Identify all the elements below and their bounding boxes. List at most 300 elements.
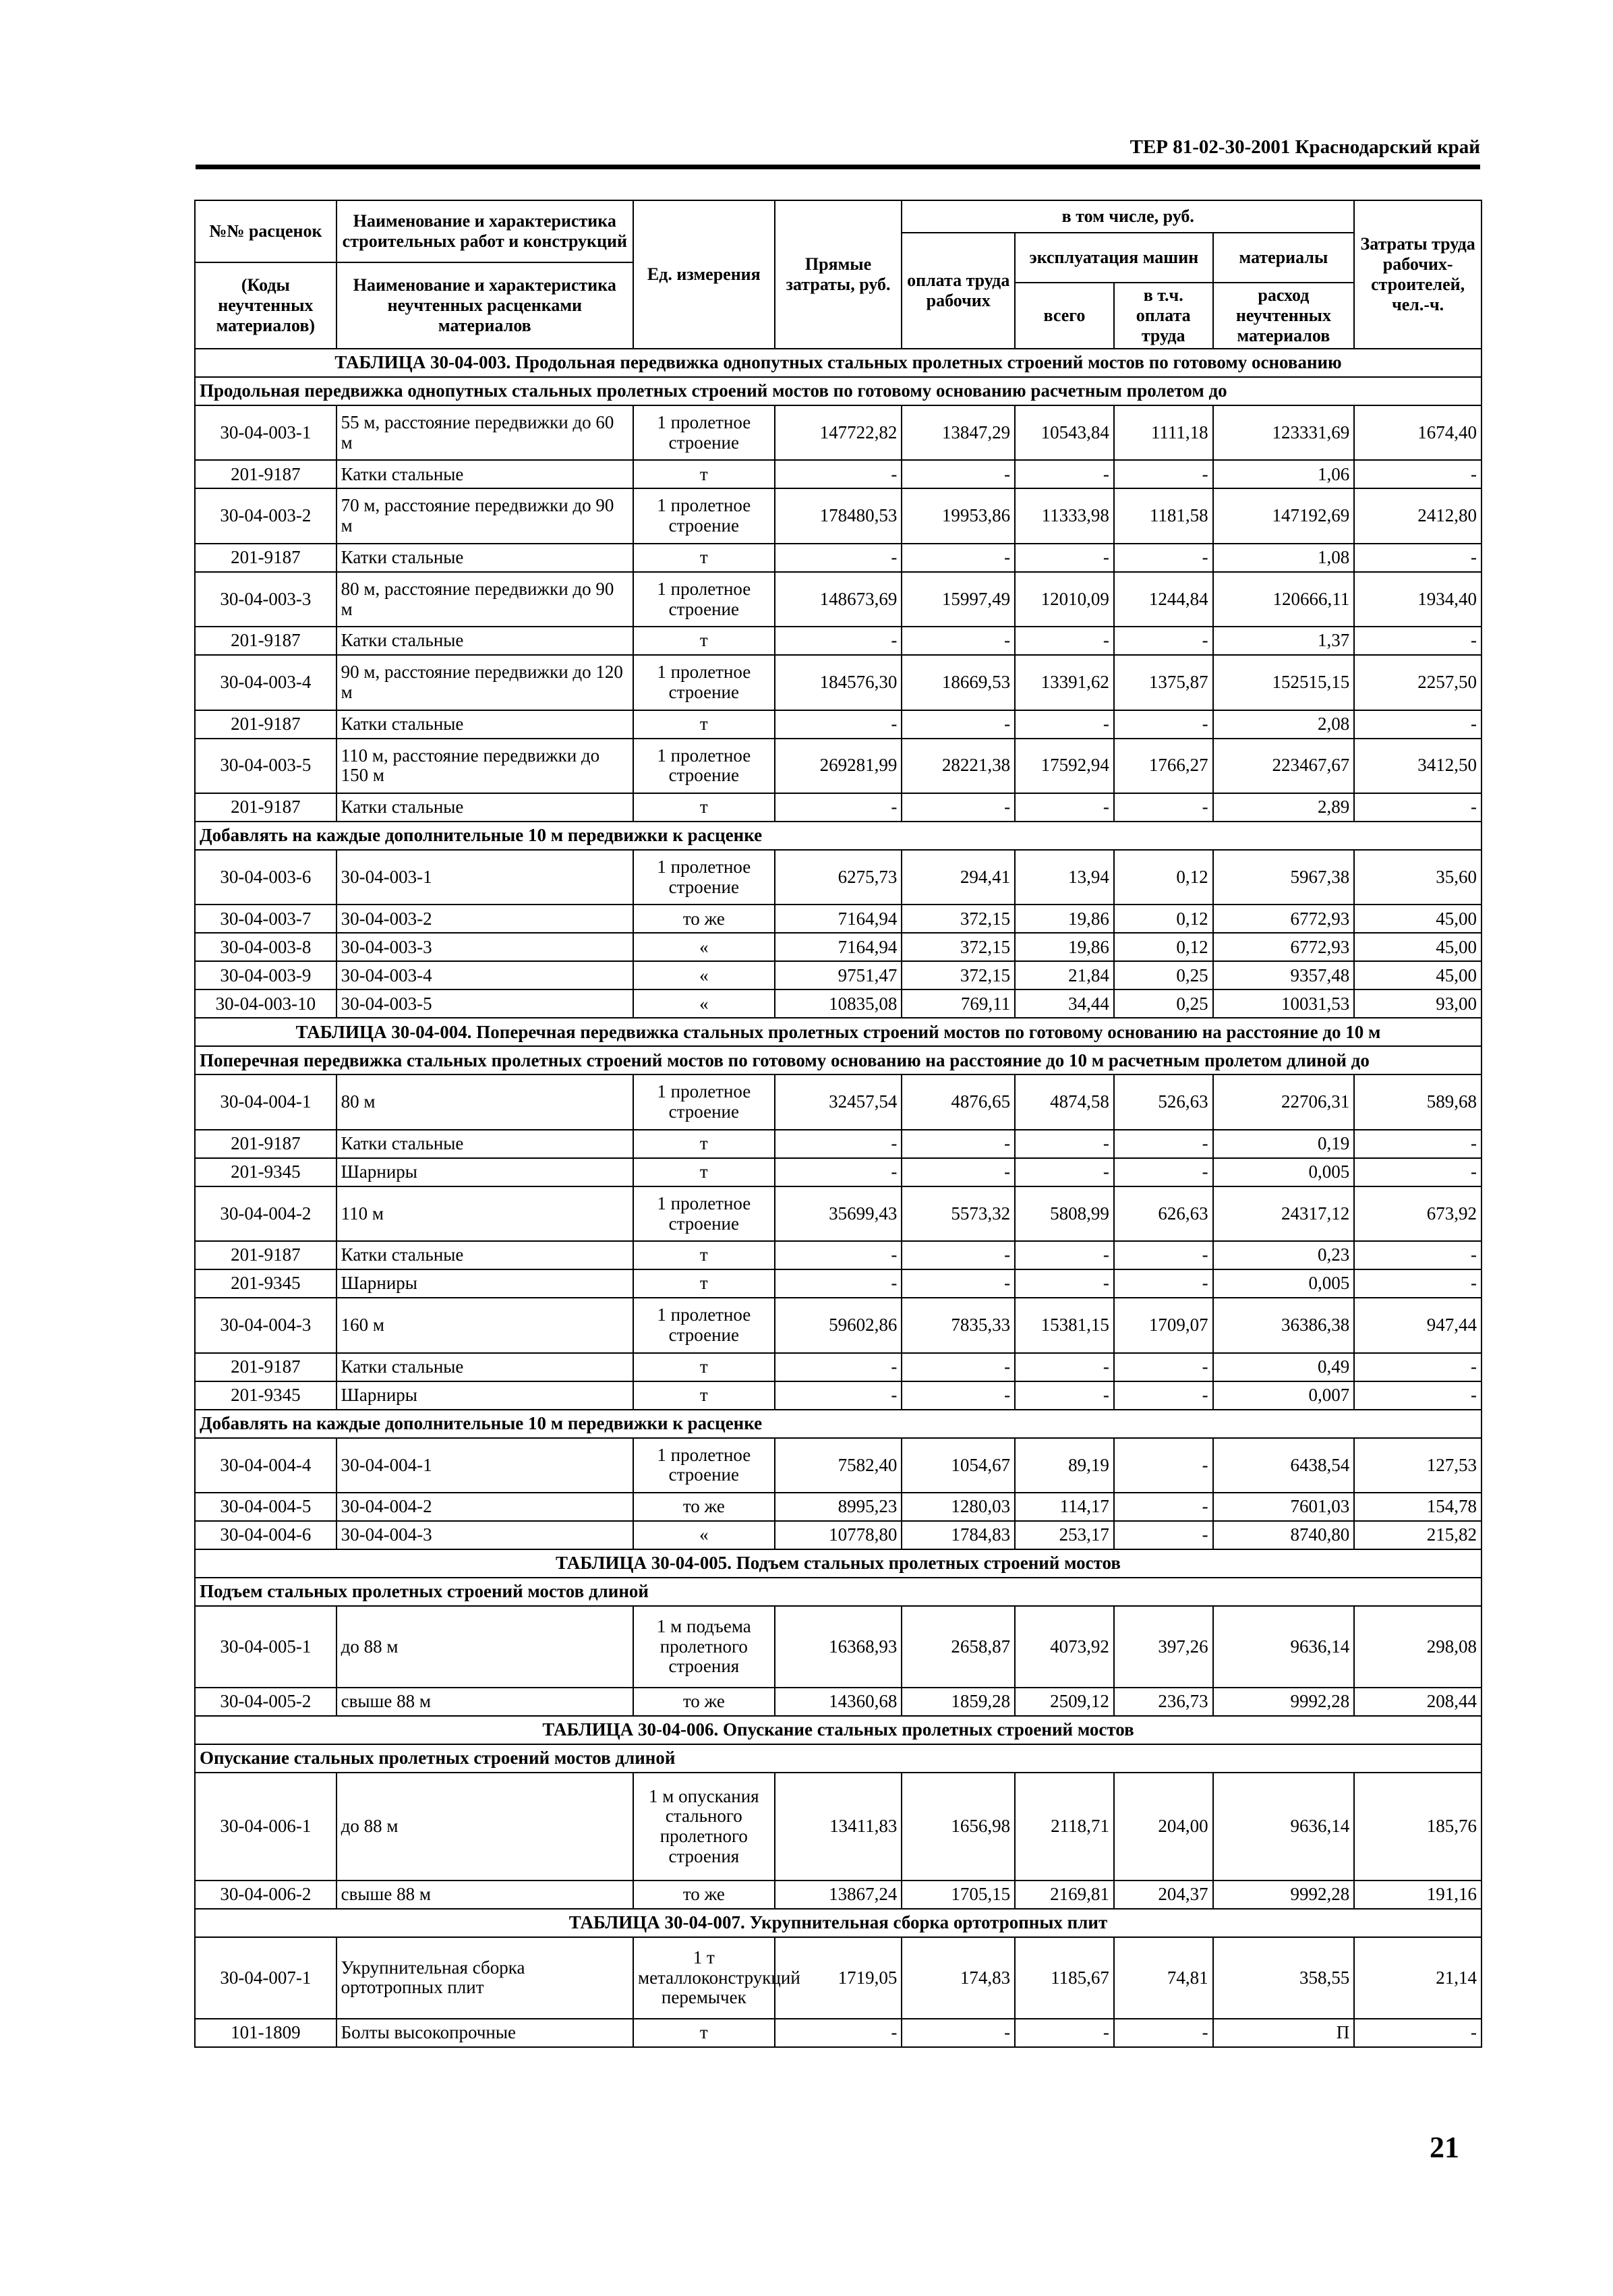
cell-wages: -	[902, 1381, 1015, 1410]
cell-machines-total: -	[1015, 1381, 1114, 1410]
cell-code: 30-04-006-1	[195, 1773, 336, 1881]
cell-name: 30-04-004-3	[336, 1521, 633, 1549]
col-incl: в том числе, руб.	[902, 200, 1354, 233]
cell-unit: то же	[633, 1688, 775, 1716]
cell-wages: -	[902, 1241, 1015, 1269]
cell-name: 70 м, расстояние передвижки до 90 м	[336, 488, 633, 543]
cell-direct-cost: -	[775, 627, 902, 655]
table-section-title	[195, 1716, 1482, 1744]
cell-wages: 1859,28	[902, 1688, 1015, 1716]
cell-code: 30-04-003-10	[195, 989, 336, 1018]
cell-name: свыше 88 м	[336, 1881, 633, 1909]
cell-labor: 2412,80	[1354, 488, 1482, 543]
cell-code: 30-04-003-7	[195, 905, 336, 933]
cell-labor: -	[1354, 1241, 1482, 1269]
cell-materials: 1,06	[1213, 460, 1355, 488]
cell-name: Шарниры	[336, 1381, 633, 1410]
cell-labor: 93,00	[1354, 989, 1482, 1018]
cell-code: 201-9345	[195, 1381, 336, 1410]
cell-labor: 127,53	[1354, 1438, 1482, 1493]
cell-machines-wages: -	[1114, 460, 1213, 488]
cell-direct-cost: 16368,93	[775, 1606, 902, 1688]
cell-direct-cost: 13411,83	[775, 1773, 902, 1881]
cell-machines-total: 2169,81	[1015, 1881, 1114, 1909]
cell-labor: 673,92	[1354, 1186, 1482, 1241]
cell-code: 201-9187	[195, 1353, 336, 1381]
cell-labor: -	[1354, 544, 1482, 572]
section-title: ТАБЛИЦА 30-04-006. Опускание стальных пролетных строений мостов	[195, 1716, 1482, 1744]
cell-name: Катки стальные	[336, 793, 633, 822]
cell-name: 110 м	[336, 1186, 633, 1241]
table-head	[195, 200, 1482, 349]
cell-unit: 1 пролетное строение	[633, 405, 775, 460]
cell-machines-total: 12010,09	[1015, 572, 1114, 627]
cell-direct-cost: -	[775, 1130, 902, 1158]
cell-code: 30-04-004-6	[195, 1521, 336, 1549]
cell-labor: 2257,50	[1354, 655, 1482, 710]
cell-materials: 1,08	[1213, 544, 1355, 572]
table-row	[195, 1881, 1482, 1909]
cell-wages: -	[902, 2019, 1015, 2047]
cell-name: Катки стальные	[336, 1353, 633, 1381]
col-code-2: (Коды неучтенных материалов)	[195, 262, 336, 349]
cell-machines-wages: -	[1114, 1130, 1213, 1158]
cell-direct-cost: 10835,08	[775, 989, 902, 1018]
cell-direct-cost: -	[775, 710, 902, 739]
col-name-2: Наименование и характеристика неучтенных расценками материалов	[336, 262, 633, 349]
cell-direct-cost: 147722,82	[775, 405, 902, 460]
cell-labor: 1934,40	[1354, 572, 1482, 627]
cell-unit: т	[633, 544, 775, 572]
cell-name: 80 м	[336, 1074, 633, 1129]
cell-labor: 215,82	[1354, 1521, 1482, 1549]
cell-materials: 0,49	[1213, 1353, 1355, 1381]
table-row	[195, 1937, 1482, 2019]
cell-machines-wages: -	[1114, 1158, 1213, 1186]
cell-unit: 1 м подъема пролетного строения	[633, 1606, 775, 1688]
cell-code: 201-9187	[195, 627, 336, 655]
cell-unit: «	[633, 989, 775, 1018]
cell-direct-cost: 1719,05	[775, 1937, 902, 2019]
cell-name: 30-04-003-1	[336, 850, 633, 905]
cell-unit: то же	[633, 905, 775, 933]
cell-direct-cost: 8995,23	[775, 1493, 902, 1521]
cell-unit: т	[633, 2019, 775, 2047]
cell-name: Шарниры	[336, 1269, 633, 1298]
cell-labor: 947,44	[1354, 1298, 1482, 1352]
table-subheading	[195, 1744, 1482, 1773]
cell-machines-wages: 1375,87	[1114, 655, 1213, 710]
cell-materials: 9992,28	[1213, 1688, 1355, 1716]
cell-unit: то же	[633, 1493, 775, 1521]
cell-materials: 5967,38	[1213, 850, 1355, 905]
table-row	[195, 1381, 1482, 1410]
section-title: ТАБЛИЦА 30-04-003. Продольная передвижка однопутных стальных пролетных строений мостов по готовому основанию	[195, 349, 1482, 377]
cell-labor: -	[1354, 793, 1482, 822]
cell-wages: 18669,53	[902, 655, 1015, 710]
cell-machines-wages: 0,25	[1114, 989, 1213, 1018]
col-mat-extra: расход неучтенных материалов	[1213, 283, 1355, 349]
cell-machines-total: 4073,92	[1015, 1606, 1114, 1688]
table-row	[195, 1773, 1482, 1881]
section-title: ТАБЛИЦА 30-04-007. Укрупнительная сборка ортотропных плит	[195, 1909, 1482, 1937]
cell-machines-total: 10543,84	[1015, 405, 1114, 460]
cell-materials: 6772,93	[1213, 933, 1355, 961]
cell-unit: «	[633, 961, 775, 989]
col-labor: Затраты труда рабочих-строителей, чел.-ч.	[1354, 200, 1482, 349]
cell-direct-cost: -	[775, 1353, 902, 1381]
table-row	[195, 1269, 1482, 1298]
cell-machines-wages: -	[1114, 1353, 1213, 1381]
cell-code: 30-04-005-1	[195, 1606, 336, 1688]
cell-machines-wages: 236,73	[1114, 1688, 1213, 1716]
table-row	[195, 1074, 1482, 1129]
cell-name: 30-04-003-2	[336, 905, 633, 933]
table-row	[195, 1298, 1482, 1352]
cell-wages: 13847,29	[902, 405, 1015, 460]
table-row	[195, 1186, 1482, 1241]
table-row	[195, 739, 1482, 793]
col-mach-total: всего	[1015, 283, 1114, 349]
table-row	[195, 961, 1482, 989]
cell-name: 30-04-003-5	[336, 989, 633, 1018]
cell-code: 201-9345	[195, 1158, 336, 1186]
cell-machines-wages: 0,12	[1114, 850, 1213, 905]
cell-machines-total: -	[1015, 1269, 1114, 1298]
cell-direct-cost: -	[775, 1158, 902, 1186]
cell-wages: 19953,86	[902, 488, 1015, 543]
cell-name: Катки стальные	[336, 710, 633, 739]
cell-direct-cost: 7164,94	[775, 933, 902, 961]
cell-materials: 36386,38	[1213, 1298, 1355, 1352]
cell-unit: 1 пролетное строение	[633, 1186, 775, 1241]
cell-wages: 28221,38	[902, 739, 1015, 793]
cell-unit: т	[633, 1269, 775, 1298]
subheading-text: Добавлять на каждые дополнительные 10 м передвижки к расценке	[195, 822, 1482, 850]
table-row	[195, 405, 1482, 460]
cell-code: 30-04-005-2	[195, 1688, 336, 1716]
col-code: №№ расценок	[195, 200, 336, 262]
table-row	[195, 544, 1482, 572]
cell-name: 90 м, расстояние передвижки до 120 м	[336, 655, 633, 710]
table-subheading	[195, 1046, 1482, 1074]
cell-machines-wages: 397,26	[1114, 1606, 1213, 1688]
cell-wages: 372,15	[902, 961, 1015, 989]
cell-code: 201-9187	[195, 710, 336, 739]
cell-unit: 1 т металлоконструкций перемычек	[633, 1937, 775, 2019]
cell-materials: 9992,28	[1213, 1881, 1355, 1909]
cell-unit: т	[633, 1241, 775, 1269]
cell-code: 30-04-003-4	[195, 655, 336, 710]
cell-machines-total: -	[1015, 1158, 1114, 1186]
cell-wages: 1054,67	[902, 1438, 1015, 1493]
cell-labor: -	[1354, 460, 1482, 488]
cell-code: 30-04-004-4	[195, 1438, 336, 1493]
cell-machines-wages: 0,12	[1114, 905, 1213, 933]
table-row	[195, 793, 1482, 822]
col-wages: оплата труда рабочих	[902, 233, 1015, 349]
page-number: 21	[1430, 2131, 1459, 2164]
cell-machines-total: -	[1015, 460, 1114, 488]
cell-unit: т	[633, 1158, 775, 1186]
table-row	[195, 933, 1482, 961]
col-name: Наименование и характеристика строительных работ и конструкций	[336, 200, 633, 262]
cell-direct-cost: 6275,73	[775, 850, 902, 905]
cell-labor: 589,68	[1354, 1074, 1482, 1129]
cell-materials: 120666,11	[1213, 572, 1355, 627]
cell-labor: 45,00	[1354, 933, 1482, 961]
cell-code: 201-9187	[195, 1241, 336, 1269]
cell-wages: 1656,98	[902, 1773, 1015, 1881]
cell-machines-total: -	[1015, 544, 1114, 572]
cell-unit: т	[633, 627, 775, 655]
cell-labor: 208,44	[1354, 1688, 1482, 1716]
cell-machines-total: -	[1015, 627, 1114, 655]
cell-machines-wages: 0,25	[1114, 961, 1213, 989]
cell-materials: 1,37	[1213, 627, 1355, 655]
cell-code: 30-04-006-2	[195, 1881, 336, 1909]
cell-labor: -	[1354, 710, 1482, 739]
table-row	[195, 989, 1482, 1018]
cell-name: Укрупнительная сборка ортотропных плит	[336, 1937, 633, 2019]
cell-machines-total: 253,17	[1015, 1521, 1114, 1549]
table-row	[195, 655, 1482, 710]
cell-materials: 358,55	[1213, 1937, 1355, 2019]
cell-unit: т	[633, 1381, 775, 1410]
table-body	[195, 349, 1482, 2047]
cell-direct-cost: -	[775, 1381, 902, 1410]
cell-direct-cost: 7582,40	[775, 1438, 902, 1493]
cell-wages: 4876,65	[902, 1074, 1015, 1129]
table-row	[195, 1521, 1482, 1549]
cell-direct-cost: -	[775, 460, 902, 488]
table-row	[195, 1493, 1482, 1521]
cell-machines-wages: 204,00	[1114, 1773, 1213, 1881]
cell-machines-total: -	[1015, 1241, 1114, 1269]
cell-direct-cost: 148673,69	[775, 572, 902, 627]
cell-wages: 769,11	[902, 989, 1015, 1018]
cell-name: Катки стальные	[336, 1130, 633, 1158]
cell-code: 201-9187	[195, 1130, 336, 1158]
cell-materials: 147192,69	[1213, 488, 1355, 543]
cell-machines-total: 2509,12	[1015, 1688, 1114, 1716]
cell-code: 30-04-003-5	[195, 739, 336, 793]
cell-name: до 88 м	[336, 1606, 633, 1688]
rates-table-container	[194, 200, 1482, 2048]
cell-machines-total: -	[1015, 2019, 1114, 2047]
cell-machines-wages: -	[1114, 1493, 1213, 1521]
cell-materials: 0,23	[1213, 1241, 1355, 1269]
cell-materials: 10031,53	[1213, 989, 1355, 1018]
cell-wages: 174,83	[902, 1937, 1015, 2019]
cell-labor: -	[1354, 1381, 1482, 1410]
cell-code: 101-1809	[195, 2019, 336, 2047]
table-row	[195, 1158, 1482, 1186]
cell-machines-wages: -	[1114, 1241, 1213, 1269]
subheading-text: Опускание стальных пролетных строений мостов длиной	[195, 1744, 1482, 1773]
cell-wages: -	[902, 1353, 1015, 1381]
cell-code: 30-04-003-8	[195, 933, 336, 961]
cell-machines-wages: 1709,07	[1114, 1298, 1213, 1352]
cell-materials: 0,005	[1213, 1269, 1355, 1298]
cell-machines-wages: 1766,27	[1114, 739, 1213, 793]
cell-wages: 5573,32	[902, 1186, 1015, 1241]
cell-unit: то же	[633, 1881, 775, 1909]
cell-wages: -	[902, 1158, 1015, 1186]
rates-table	[194, 200, 1482, 2048]
cell-wages: -	[902, 793, 1015, 822]
cell-labor: 21,14	[1354, 1937, 1482, 2019]
cell-wages: 294,41	[902, 850, 1015, 905]
cell-direct-cost: 59602,86	[775, 1298, 902, 1352]
cell-machines-total: 89,19	[1015, 1438, 1114, 1493]
col-direct: Прямые затраты, руб.	[775, 200, 902, 349]
cell-materials: 6772,93	[1213, 905, 1355, 933]
cell-machines-total: -	[1015, 1353, 1114, 1381]
cell-machines-total: 13391,62	[1015, 655, 1114, 710]
cell-machines-total: 4874,58	[1015, 1074, 1114, 1129]
table-row	[195, 1606, 1482, 1688]
cell-code: 201-9187	[195, 544, 336, 572]
cell-machines-wages: -	[1114, 710, 1213, 739]
cell-labor: 298,08	[1354, 1606, 1482, 1688]
cell-machines-wages: 0,12	[1114, 933, 1213, 961]
cell-labor: 185,76	[1354, 1773, 1482, 1881]
cell-materials: 6438,54	[1213, 1438, 1355, 1493]
cell-wages: 1705,15	[902, 1881, 1015, 1909]
cell-machines-total: 114,17	[1015, 1493, 1114, 1521]
cell-direct-cost: 35699,43	[775, 1186, 902, 1241]
cell-code: 30-04-004-2	[195, 1186, 336, 1241]
cell-labor: -	[1354, 1353, 1482, 1381]
cell-direct-cost: 9751,47	[775, 961, 902, 989]
cell-unit: 1 пролетное строение	[633, 1438, 775, 1493]
cell-machines-wages: -	[1114, 1438, 1213, 1493]
cell-labor: 154,78	[1354, 1493, 1482, 1521]
col-unit: Ед. измерения	[633, 200, 775, 349]
running-header: ТЕР 81-02-30-2001 Краснодарский край	[1130, 136, 1480, 158]
cell-machines-wages: -	[1114, 1381, 1213, 1410]
cell-labor: -	[1354, 1269, 1482, 1298]
cell-unit: 1 пролетное строение	[633, 1298, 775, 1352]
cell-unit: т	[633, 710, 775, 739]
cell-wages: -	[902, 1269, 1015, 1298]
cell-materials: 152515,15	[1213, 655, 1355, 710]
cell-unit: 1 пролетное строение	[633, 850, 775, 905]
cell-machines-total: -	[1015, 793, 1114, 822]
cell-unit: 1 пролетное строение	[633, 655, 775, 710]
cell-wages: 372,15	[902, 905, 1015, 933]
cell-unit: 1 пролетное строение	[633, 739, 775, 793]
cell-code: 30-04-004-1	[195, 1074, 336, 1129]
cell-code: 30-04-004-3	[195, 1298, 336, 1352]
cell-name: 160 м	[336, 1298, 633, 1352]
cell-code: 30-04-003-1	[195, 405, 336, 460]
cell-wages: 2658,87	[902, 1606, 1015, 1688]
table-section-title	[195, 1909, 1482, 1937]
cell-machines-wages: -	[1114, 544, 1213, 572]
cell-code: 30-04-003-6	[195, 850, 336, 905]
cell-machines-wages: 626,63	[1114, 1186, 1213, 1241]
table-subheading	[195, 1410, 1482, 1438]
table-section-title	[195, 349, 1482, 377]
table-section-title	[195, 1549, 1482, 1578]
cell-machines-total: -	[1015, 710, 1114, 739]
col-mat: материалы	[1213, 233, 1355, 283]
cell-unit: 1 пролетное строение	[633, 572, 775, 627]
cell-name: Катки стальные	[336, 1241, 633, 1269]
cell-labor: 45,00	[1354, 961, 1482, 989]
cell-materials: 9636,14	[1213, 1606, 1355, 1688]
cell-machines-wages: -	[1114, 1521, 1213, 1549]
cell-machines-total: 13,94	[1015, 850, 1114, 905]
cell-direct-cost: 13867,24	[775, 1881, 902, 1909]
table-row	[195, 1688, 1482, 1716]
table-row	[195, 1130, 1482, 1158]
cell-materials: 123331,69	[1213, 405, 1355, 460]
cell-unit: т	[633, 793, 775, 822]
subheading-text: Добавлять на каждые дополнительные 10 м передвижки к расценке	[195, 1410, 1482, 1438]
cell-labor: 191,16	[1354, 1881, 1482, 1909]
cell-unit: т	[633, 1130, 775, 1158]
cell-wages: 7835,33	[902, 1298, 1015, 1352]
cell-materials: 2,89	[1213, 793, 1355, 822]
cell-direct-cost: 10778,80	[775, 1521, 902, 1549]
cell-machines-wages: 1111,18	[1114, 405, 1213, 460]
cell-direct-cost: 269281,99	[775, 739, 902, 793]
cell-machines-wages: -	[1114, 1269, 1213, 1298]
cell-materials: 7601,03	[1213, 1493, 1355, 1521]
cell-materials: 0,19	[1213, 1130, 1355, 1158]
cell-materials: 0,005	[1213, 1158, 1355, 1186]
cell-name: 30-04-003-4	[336, 961, 633, 989]
subheading-text: Продольная передвижка однопутных стальных пролетных строений мостов по готовому основанию расчетным пролетом до	[195, 377, 1482, 405]
cell-name: 30-04-004-2	[336, 1493, 633, 1521]
cell-labor: -	[1354, 1158, 1482, 1186]
table-row	[195, 1438, 1482, 1493]
cell-labor: 45,00	[1354, 905, 1482, 933]
cell-direct-cost: 184576,30	[775, 655, 902, 710]
cell-machines-total: 17592,94	[1015, 739, 1114, 793]
cell-machines-wages: 1181,58	[1114, 488, 1213, 543]
cell-wages: 1280,03	[902, 1493, 1015, 1521]
cell-name: Болты высокопрочные	[336, 2019, 633, 2047]
cell-unit: т	[633, 1353, 775, 1381]
cell-wages: -	[902, 710, 1015, 739]
col-mach-wages: в т.ч. оплата труда	[1114, 283, 1213, 349]
table-section-title	[195, 1018, 1482, 1046]
cell-materials: 9357,48	[1213, 961, 1355, 989]
subheading-text: Подъем стальных пролетных строений мостов длиной	[195, 1578, 1482, 1606]
cell-unit: 1 пролетное строение	[633, 488, 775, 543]
cell-labor: -	[1354, 1130, 1482, 1158]
table-subheading	[195, 1578, 1482, 1606]
cell-machines-wages: -	[1114, 2019, 1213, 2047]
cell-machines-wages: -	[1114, 627, 1213, 655]
table-row	[195, 2019, 1482, 2047]
cell-materials: 24317,12	[1213, 1186, 1355, 1241]
cell-code: 30-04-003-9	[195, 961, 336, 989]
cell-machines-total: 34,44	[1015, 989, 1114, 1018]
cell-wages: -	[902, 460, 1015, 488]
cell-wages: 1784,83	[902, 1521, 1015, 1549]
cell-machines-total: -	[1015, 1130, 1114, 1158]
cell-materials: 22706,31	[1213, 1074, 1355, 1129]
cell-wages: 372,15	[902, 933, 1015, 961]
cell-name: Катки стальные	[336, 544, 633, 572]
cell-name: 30-04-003-3	[336, 933, 633, 961]
cell-machines-total: 5808,99	[1015, 1186, 1114, 1241]
